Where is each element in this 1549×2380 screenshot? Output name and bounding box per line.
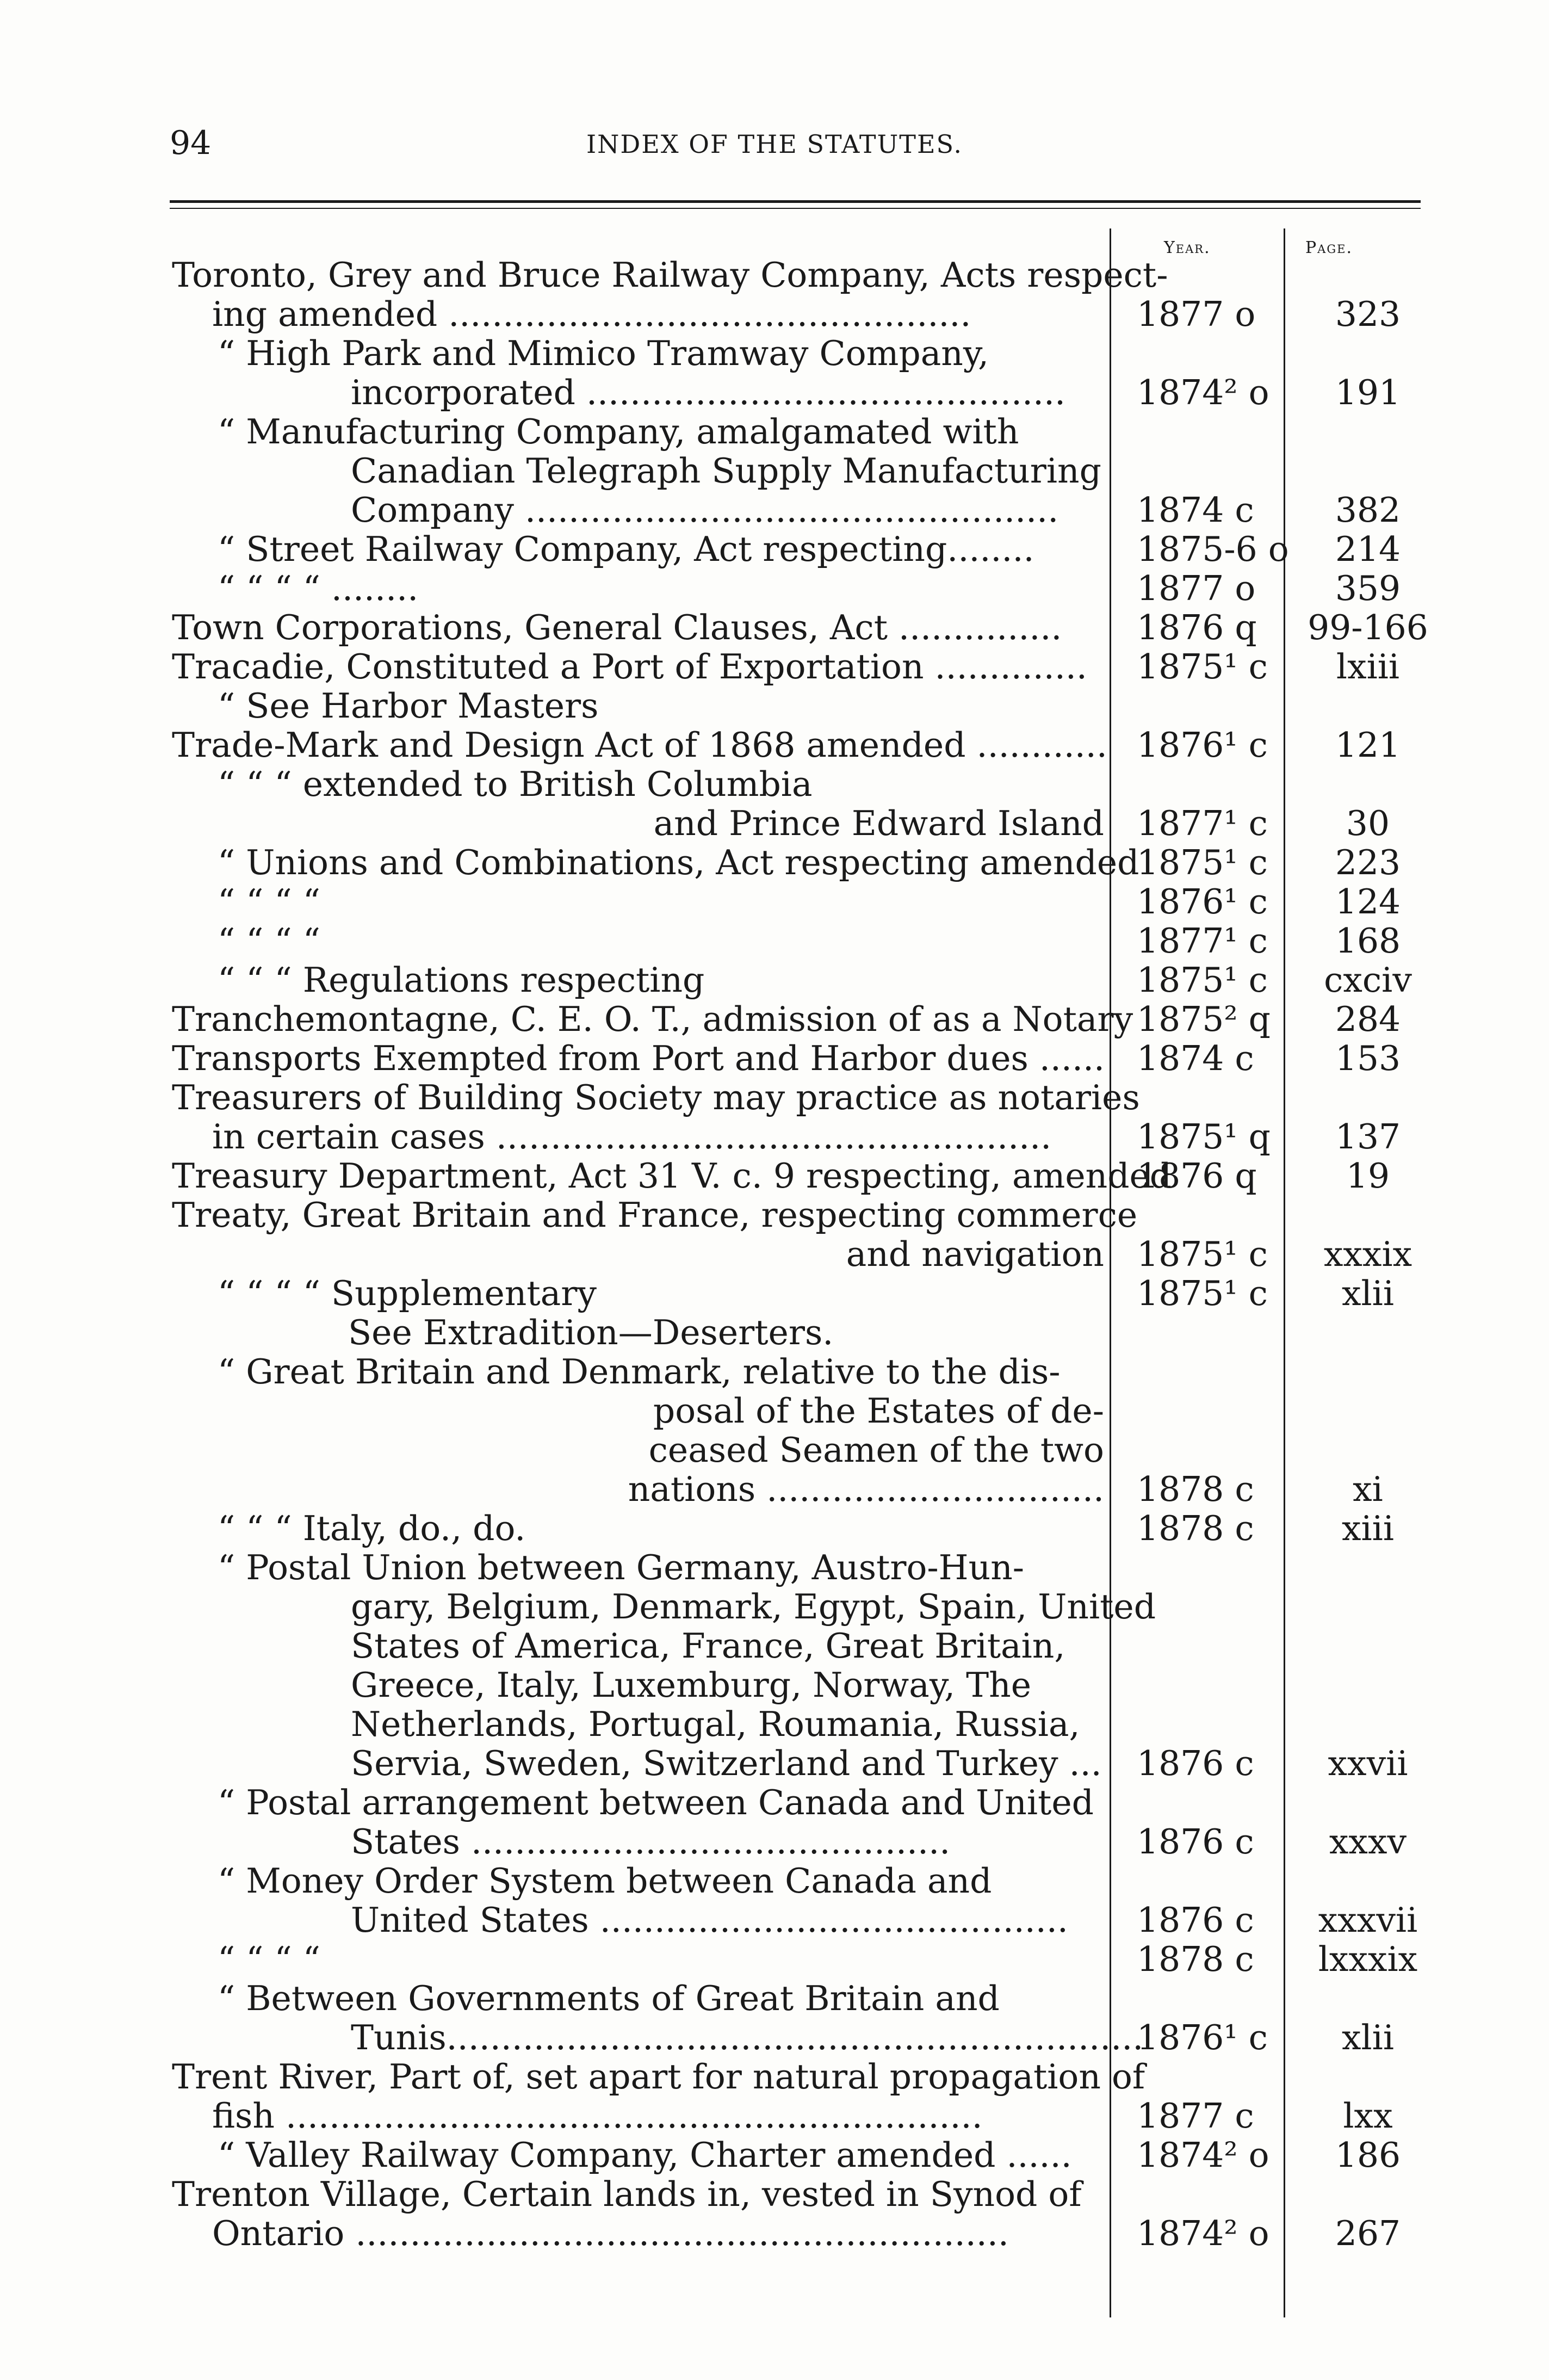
entry-line: Company ................................................. (351, 490, 1059, 530)
entry-page: 323 (1335, 294, 1401, 334)
entry-page: xlii (1342, 2018, 1394, 2057)
entry-year: 1875¹ c (1137, 647, 1268, 687)
entry-year: 1877 c (1137, 2096, 1254, 2136)
entry-line: States ............................................ (351, 1822, 951, 1862)
entry-year: 1875¹ c (1137, 1274, 1268, 1313)
entry-line: Trenton Village, Certain lands in, vested in Synod of (172, 2174, 1082, 2214)
entry-year: 1877¹ c (1137, 803, 1268, 843)
entry-page: xiii (1342, 1509, 1394, 1548)
entry-line: “ High Park and Mimico Tramway Company, (218, 333, 989, 373)
entry-year: 1874² o (1137, 2214, 1269, 2253)
entry-line: Greece, Italy, Luxemburg, Norway, The (351, 1665, 1031, 1705)
entry-line: Netherlands, Portugal, Roumania, Russia, (351, 1704, 1080, 1744)
entry-line: Trade-Mark and Design Act of 1868 amended ............ (172, 725, 1107, 765)
entry-line: ceased Seamen of the two (648, 1430, 1104, 1470)
entry-page: 99-166 (1308, 608, 1428, 647)
entry-page: 137 (1335, 1117, 1401, 1157)
entry-line: “ Unions and Combinations, Act respecting amended (218, 843, 1139, 882)
entry-line: “ “ “ “ ........ (218, 568, 419, 608)
entry-line: “ “ “ Italy, do., do. (218, 1509, 526, 1548)
page-column-header: Page. (1305, 238, 1353, 257)
entry-year: 1877 o (1137, 568, 1256, 608)
entry-page: 121 (1335, 725, 1401, 765)
entry-year: 1874² o (1137, 2135, 1269, 2175)
entry-year: 1876¹ c (1137, 725, 1268, 765)
entry-line: “ Postal arrangement between Canada and United (218, 1783, 1094, 1822)
year-column-header: Year. (1164, 238, 1211, 257)
entry-page: xlii (1342, 1274, 1394, 1313)
entry-line: Trent River, Part of, set apart for natural propagation of (172, 2057, 1145, 2097)
entry-year: 1875¹ c (1137, 1234, 1268, 1274)
entry-line: “ “ “ Regulations respecting (218, 960, 705, 1000)
header-rule-thin (170, 208, 1421, 209)
entry-year: 1878 c (1137, 1469, 1254, 1509)
entry-line: fish ................................................................ (212, 2096, 983, 2136)
entry-year: 1876 q (1137, 1156, 1257, 1196)
entry-line: Treasurers of Building Society may practice as notaries (172, 1078, 1140, 1117)
entry-line: Treaty, Great Britain and France, respecting commerce (172, 1195, 1138, 1235)
entry-year: 1876¹ c (1137, 2018, 1268, 2057)
entry-page: lxxxix (1318, 1939, 1418, 1979)
entry-page: 124 (1335, 882, 1401, 922)
entry-line: “ Manufacturing Company, amalgamated with (218, 412, 1019, 452)
entry-year: 1878 c (1137, 1509, 1254, 1548)
entry-line: Tranchemontagne, C. E. O. T., admission of as a Notary (172, 999, 1133, 1039)
entry-page: 382 (1335, 490, 1401, 530)
entry-line: “ Street Railway Company, Act respecting........ (218, 529, 1034, 569)
entry-line: “ “ “ “ (218, 882, 320, 922)
entry-page: cxciv (1324, 960, 1412, 1000)
entry-line: in certain cases ................................................... (212, 1117, 1052, 1157)
entry-line: States of America, France, Great Britain, (351, 1626, 1065, 1666)
entry-page: 191 (1335, 373, 1401, 412)
entry-line: “ Great Britain and Denmark, relative to the dis- (218, 1352, 1061, 1392)
running-head: INDEX OF THE STATUTES. (586, 129, 963, 159)
page-number: 94 (170, 124, 212, 162)
entry-year: 1876 c (1137, 1822, 1254, 1862)
entry-page: xi (1353, 1469, 1383, 1509)
header-rule-thick (170, 200, 1421, 203)
entry-line: “ “ “ extended to British Columbia (218, 764, 813, 804)
entry-line: Ontario ............................................................ (212, 2214, 1009, 2253)
entry-page: 223 (1335, 843, 1401, 882)
entry-year: 1875¹ q (1137, 1117, 1271, 1157)
entry-line: and Prince Edward Island (653, 803, 1104, 843)
entry-line: Treasury Department, Act 31 V. c. 9 respecting, amended (172, 1156, 1172, 1196)
entry-line: “ Money Order System between Canada and (218, 1861, 992, 1901)
entry-line: “ Between Governments of Great Britain and (218, 1979, 1000, 2018)
entry-line: Transports Exempted from Port and Harbor dues ...... (172, 1038, 1105, 1078)
entry-year: 1875¹ c (1137, 843, 1268, 882)
entry-line: Canadian Telegraph Supply Manufacturing (351, 451, 1101, 491)
entry-page: xxxv (1329, 1822, 1407, 1862)
entry-line: Toronto, Grey and Bruce Railway Company, Acts respect- (172, 255, 1168, 295)
entry-page: 153 (1335, 1038, 1401, 1078)
entry-page: 359 (1335, 568, 1401, 608)
entry-line: nations ............................... (628, 1469, 1104, 1509)
entry-line: “ “ “ “ Supplementary (218, 1274, 597, 1313)
entry-line: Tunis................................................................ (351, 2018, 1144, 2057)
entry-line: “ “ “ “ (218, 1939, 320, 1979)
entry-page: lxiii (1336, 647, 1400, 687)
entry-year: 1876 c (1137, 1744, 1254, 1783)
entry-page: 214 (1335, 529, 1401, 569)
entry-year: 1877 o (1137, 294, 1256, 334)
entry-line: “ “ “ “ (218, 921, 320, 961)
entry-year: 1874² o (1137, 373, 1269, 412)
entry-page: xxvii (1328, 1744, 1408, 1783)
entry-line: See Extradition—Deserters. (348, 1313, 834, 1352)
entry-page: 284 (1335, 999, 1401, 1039)
entry-line: Town Corporations, General Clauses, Act ............... (172, 608, 1062, 647)
entry-year: 1876 c (1137, 1900, 1254, 1940)
entry-line: posal of the Estates of de- (653, 1391, 1104, 1431)
entry-line: Servia, Sweden, Switzerland and Turkey ... (351, 1744, 1102, 1783)
entry-line: gary, Belgium, Denmark, Egypt, Spain, United (351, 1587, 1156, 1627)
entry-year: 1874 c (1137, 1038, 1254, 1078)
entry-page: 168 (1335, 921, 1401, 961)
entry-year: 1874 c (1137, 490, 1254, 530)
entry-page: 19 (1346, 1156, 1390, 1196)
entry-page: lxx (1343, 2096, 1393, 2136)
entry-year: 1877¹ c (1137, 921, 1268, 961)
column-divider-left (1110, 228, 1111, 2317)
entry-page: 186 (1335, 2135, 1401, 2175)
entry-line: “ See Harbor Masters (218, 686, 599, 726)
entry-line: United States ........................................... (351, 1900, 1068, 1940)
entry-line: Tracadie, Constituted a Port of Exportation .............. (172, 647, 1087, 687)
entry-page: xxxix (1323, 1234, 1412, 1274)
entry-year: 1875-6 o (1137, 529, 1289, 569)
entry-year: 1878 c (1137, 1939, 1254, 1979)
entry-page: xxxvii (1318, 1900, 1418, 1940)
entry-page: 30 (1346, 803, 1390, 843)
entry-year: 1876¹ c (1137, 882, 1268, 922)
entry-year: 1875¹ c (1137, 960, 1268, 1000)
entry-year: 1876 q (1137, 608, 1257, 647)
entry-line: “ Postal Union between Germany, Austro-Hun- (218, 1548, 1025, 1587)
entry-page: 267 (1335, 2214, 1401, 2253)
entry-line: incorporated ............................................ (351, 373, 1066, 412)
entry-line: ing amended ................................................ (212, 294, 971, 334)
entry-line: “ Valley Railway Company, Charter amended ...... (218, 2135, 1072, 2175)
entry-year: 1875² q (1137, 999, 1271, 1039)
entry-line: and navigation (846, 1234, 1104, 1274)
